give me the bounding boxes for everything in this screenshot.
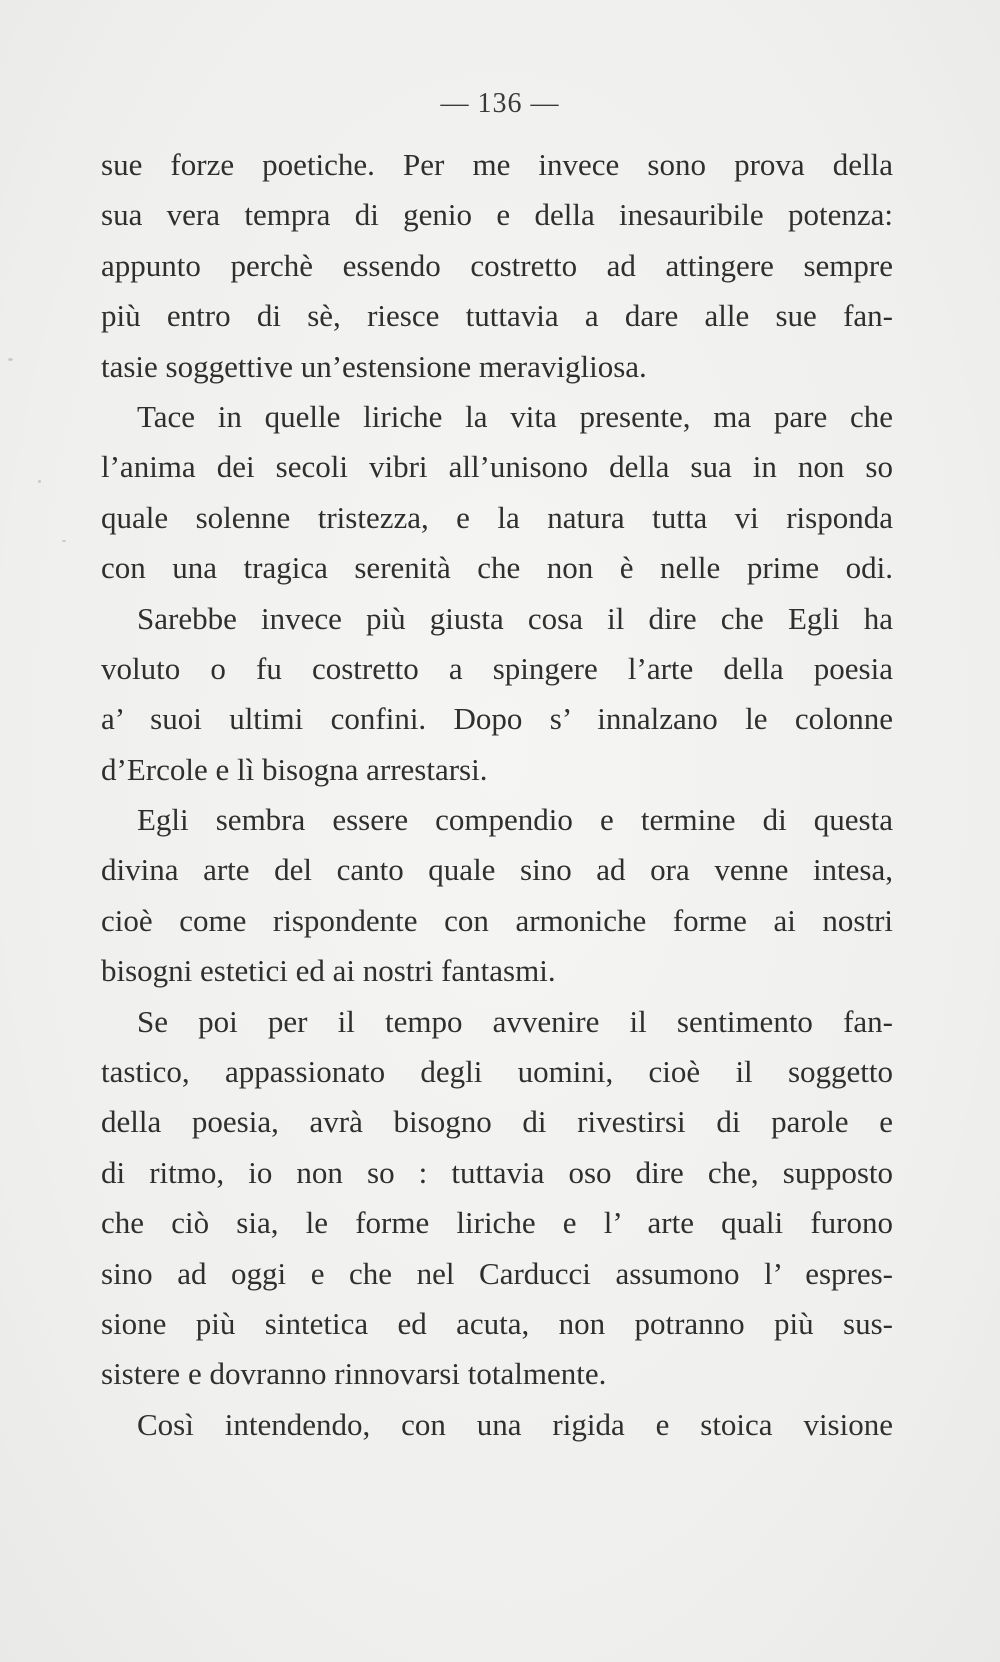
text-line: che ciò sia, le forme liriche e l’ arte quali furono [101, 1205, 893, 1241]
text-line: l’anima dei secoli vibri all’unisono della sua in non so [101, 449, 893, 485]
text-line: d’Ercole e lì bisogna arrestarsi. [101, 751, 488, 787]
paper-speck [38, 480, 41, 483]
text-line: Sarebbe invece più giusta cosa il dire che Egli ha [137, 600, 893, 636]
page-number: — 136 — [440, 88, 560, 119]
text-line: sua vera tempra di genio e della inesauribile potenza: [101, 197, 893, 233]
text-line: appunto perchè essendo costretto ad attingere sempre [101, 247, 893, 283]
text-line: Così intendendo, con una rigida e stoica visione [137, 1406, 893, 1442]
text-line: della poesia, avrà bisogno di rivestirsi di parole e [101, 1104, 893, 1140]
text-line: tasie soggettive un’estensione meravigliosa. [101, 348, 647, 384]
text-line: di ritmo, io non so : tuttavia oso dire che, supposto [101, 1154, 893, 1190]
paper-speck [8, 358, 13, 361]
text-line: tastico, appassionato degli uomini, cioè il soggetto [101, 1054, 893, 1090]
text-line: bisogni estetici ed ai nostri fantasmi. [101, 953, 556, 989]
text-line: voluto o fu costretto a spingere l’arte della poesia [101, 650, 893, 686]
text-line: divina arte del canto quale sino ad ora venne intesa, [101, 852, 893, 888]
text-line: Se poi per il tempo avvenire il sentimento fan- [137, 1003, 893, 1039]
text-line: sue forze poetiche. Per me invece sono prova della [101, 147, 893, 182]
text-line: con una tragica serenità che non è nelle prime odi. [101, 550, 893, 586]
text-line: Egli sembra essere compendio e termine di questa [137, 802, 893, 838]
text-line: Tace in quelle liriche la vita presente, ma pare che [137, 398, 893, 434]
text-line: sino ad oggi e che nel Carducci assumono l’ espres- [101, 1255, 893, 1291]
text-line: più entro di sè, riesce tuttavia a dare alle sue fan- [101, 298, 893, 334]
text-line: cioè come rispondente con armoniche forme ai nostri [101, 902, 893, 938]
text-line: quale solenne tristezza, e la natura tutta vi risponda [101, 499, 893, 535]
page-text [101, 140, 893, 1450]
text-line: sione più sintetica ed acuta, non potranno più sus- [101, 1305, 893, 1341]
paper-speck [62, 540, 66, 542]
text-line: sistere e dovranno rinnovarsi totalmente. [101, 1356, 607, 1392]
text-line: a’ suoi ultimi confini. Dopo s’ innalzano le colonne [101, 701, 893, 737]
